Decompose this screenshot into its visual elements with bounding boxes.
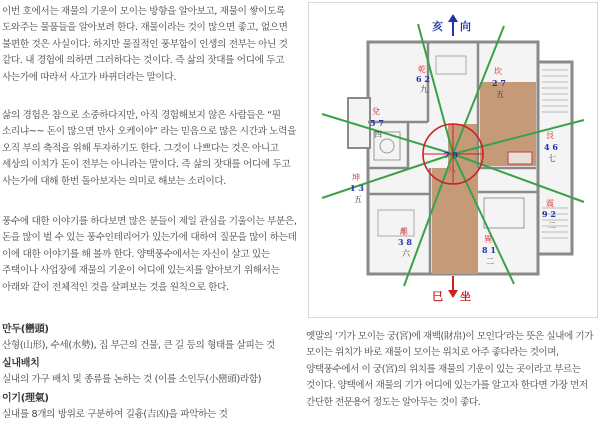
floor-plan-figure <box>308 2 598 318</box>
sector-nums-qian: 6 2 <box>416 74 430 84</box>
top-direction-label: 亥 <box>432 20 443 33</box>
sector-name-kun: 坤 <box>352 173 360 182</box>
right-paragraph: 옛말의 ‘기가 모이는 궁(宮)에 재백(財帛)이 모인다’라는 뜻은 실내에 기가 모이는 위치가 바로 재물이 모이는 위치로 아주 좋다라는 것이며, 양택풍수에서 이 궁(宮)의 위치를 재물의 기운이 있는 곳이라고 부르는 것이다. 양택에서 재물의 기가 어디에 있는가를 알고자 한다면 가장 먼저 간단한 전문용어 정도는 알아두는 것이 좋다. <box>306 331 594 408</box>
center-nums: 7 9 <box>444 150 458 160</box>
sector-sub-kan: 五 <box>496 90 504 99</box>
section-text-mandu: 산형(山形), 수세(水勢), 집 부근의 건물, 큰 길 등의 형태를 살피는 것 <box>2 340 275 351</box>
sector-name-kan: 坎 <box>494 67 502 76</box>
bottom-direction-label: 巳 <box>432 290 443 303</box>
section-title-interior: 실내배치 <box>2 358 40 369</box>
sector-name-xun: 巽 <box>484 235 492 244</box>
sector-nums-dui: 5 7 <box>370 118 384 128</box>
sector-sub-xun: 二 <box>486 257 494 266</box>
sector-sub-gen: 七 <box>548 154 556 163</box>
sector-name-dui: 兌 <box>372 107 380 116</box>
intro-paragraph: 이번 호에서는 재물의 기운이 모이는 방향을 알아보고, 재물이 쌓이도록 도와주는 물품들을 알아보려 한다. 재물이라는 것이 많으면 좋고, 없으면 불편한 것은 사실이다. 하지만 물질적인 풍부함이 인생의 전부는 아닌 것 같다. 내 경험에 의하면 그러하다는 것이다. 즉 삶의 잣대를 어디에 두고 사는가에 따라서 사고가 바뀌더라는 말이다. <box>2 6 288 83</box>
sector-sub-li: 六 <box>402 249 410 258</box>
sector-nums-kun: 1 3 <box>350 183 364 193</box>
sector-name-qian: 乾 <box>418 65 426 74</box>
sector-nums-li: 3 8 <box>398 237 412 247</box>
sector-nums-kan: 2 7 <box>492 78 506 88</box>
experience-paragraph: 삶의 경험은 참으로 소중하다지만, 아직 경험해보지 않은 사람들은 “뭔 소리냐~~ 돈이 많으면 만사 오케이야” 라는 믿음으로 많은 시간과 노력을 오직 부의 축적을 위해 투자하기도 한다. 그것이 나쁘다는 것은 아니고 세상의 이치가 돈이 전부는 아니라는 말이다. 즉 삶의 잣대를 어디에 두고 사는가에 대해 한번 돌아보자는 의미로 해보는 소리이다. <box>2 110 296 187</box>
sector-nums-zhen: 9 2 <box>542 209 556 219</box>
sector-sub-zhen: 二 <box>548 221 556 230</box>
sector-sub-qian: 九 <box>420 85 428 94</box>
top-direction-label-2: 向 <box>460 20 471 33</box>
section-title-iqi: 이기(理氣) <box>2 393 49 404</box>
section-text-interior: 실내의 가구 배치 및 종류를 논하는 것 (이를 소인두(小巒頭)라함) <box>2 374 262 385</box>
sector-sub-dui: 四 <box>374 130 382 139</box>
section-text-iqi: 실내를 8개의 방위로 구분하여 길흉(吉凶)을 파악하는 것 <box>2 409 228 420</box>
section-title-mandu: 만두(巒頭) <box>2 324 49 335</box>
floor-plan-svg <box>308 2 598 318</box>
center-sub: 八 <box>448 165 456 174</box>
sector-nums-xun: 8 1 <box>482 245 496 255</box>
sector-nums-gen: 4 6 <box>544 142 558 152</box>
fengshui-paragraph: 풍수에 대한 이야기를 하다보면 많은 분들이 제일 관심을 기울이는 부분은, 돈을 많이 벌 수 있는 풍수인테리어가 있는가에 대하여 질문을 많이 하는데 이에 대한 이야기를 해 볼까 한다. 양택풍수에서는 자신이 살고 있는 주택이나 사업장에 재물의 기운이 어디에 있는지를 알아보기 위해서는 아래와 같이 전체적인 것을 살펴보는 것을 원칙으로 한다. <box>2 216 297 293</box>
bottom-direction-label-2: 坐 <box>460 290 471 303</box>
sector-sub-kun: 五 <box>354 195 362 204</box>
sector-name-gen: 艮 <box>546 131 554 140</box>
sector-name-zhen: 震 <box>546 199 554 208</box>
sector-name-li: 離 <box>400 227 408 236</box>
